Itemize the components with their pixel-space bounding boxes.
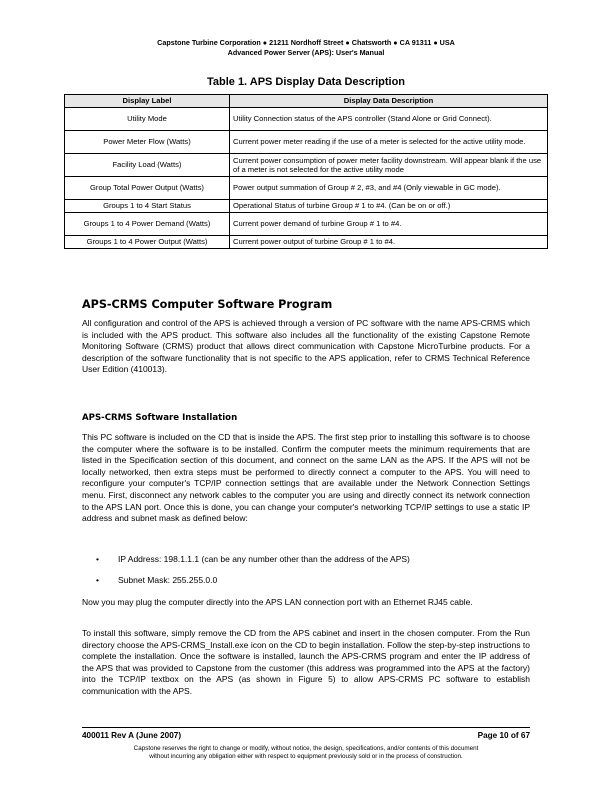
installation-paragraph-2-block [82, 597, 530, 609]
row-label: Groups 1 to 4 Power Demand (Watts) [65, 213, 230, 236]
header-company-line: Capstone Turbine Corporation ● 21211 Nordhoff Street ● Chatsworth ● CA 91311 ● USA [157, 38, 455, 47]
list-item-text: IP Address: 198.1.1.1 (can be any number other than the address of the APS) [118, 554, 410, 564]
row-label: Power Meter Flow (Watts) [65, 131, 230, 154]
list-item [82, 554, 530, 566]
table-title: Table 1. APS Display Data Description [206, 76, 406, 88]
row-label: Facility Load (Watts) [65, 154, 230, 177]
row-description: Operational Status of turbine Group # 1 to #4. (Can be on or off.) [230, 200, 548, 213]
subsection-heading: APS-CRMS Software Installation [82, 413, 238, 423]
section-software-program [82, 298, 530, 311]
section-heading: APS-CRMS Computer Software Program [82, 298, 333, 311]
page-number: Page 10 of 67 [477, 731, 530, 740]
header-manual-title: Advanced Power Server (APS): User's Manual [227, 48, 385, 57]
row-label: Group Total Power Output (Watts) [65, 177, 230, 200]
row-description: Current power consumption of power meter facility downstream. Will appear blank if the use of a meter is not selected for the active utility mode [230, 154, 548, 177]
footer-divider [82, 727, 530, 728]
ip-settings-list-block [82, 554, 530, 586]
list-item [82, 575, 530, 587]
installation-paragraph-2: Now you may plug the computer directly into the APS LAN connection port with an Ethernet RJ45 cable. [82, 597, 473, 607]
display-data-table [64, 94, 548, 249]
table-row [65, 213, 548, 236]
bullet-icon: • [96, 554, 99, 564]
table-row [65, 236, 548, 249]
document-revision: 400011 Rev A (June 2007) [82, 731, 182, 740]
subsection-installation [82, 413, 530, 423]
installation-paragraph-1: This PC software is included on the CD that is inside the APS. The first step prior to installing this software is to choose the computer where the software is to be installed. Confirm the computer meets the minimum requirements that are listed in the Specification section of this document, and connect on the same LAN as the APS. If the APS will not be locally networked, then extra steps must be performed to directly connect a computer to the APS. You will need to reconfigure your computer's TCP/IP connection settings that are available under the Network Connection Settings menu. First, disconnect any network cables to the computer you are using and directly connect its network connection to the APS LAN port. Once this is done, you can change your computer's networking TCP/IP settings to use a static IP address and subnet mask as defined below: [82, 432, 530, 524]
row-description: Current power meter reading if the use of a meter is selected for the active utility mode. [230, 131, 548, 154]
disclaimer-line-1: Capstone reserves the right to change or modify, without notice, the design, specifications, and/or contents of this document [133, 745, 479, 752]
table-row [65, 108, 548, 131]
column-header-description: Display Data Description [230, 95, 548, 108]
disclaimer-line-2: without incurring any obligation either with respect to equipment previously sold or in the process of construction. [149, 753, 463, 760]
table-header-row [65, 95, 548, 108]
row-description: Current power demand of turbine Group # 1 to #4. [230, 213, 548, 236]
table-row [65, 131, 548, 154]
row-description: Power output summation of Group # 2, #3, and #4 (Only viewable in GC mode). [230, 177, 548, 200]
table-row [65, 177, 548, 200]
section-intro [82, 318, 530, 376]
installation-paragraph-1-block [82, 432, 530, 525]
intro-paragraph: All configuration and control of the APS is achieved through a version of PC software with the name APS-CRMS which is included with the APS product. This software also includes all the functionality of the existing Capstone Remote Monitoring Software (CRMS) product that allows direct communication with Capstone MicroTurbine products. For a description of the software functionality that is not specific to the APS application, refer to CRMS Technical Reference User Edition (410013). [82, 318, 530, 375]
row-description: Utility Connection status of the APS controller (Stand Alone or Grid Connect). [230, 108, 548, 131]
table-row [65, 200, 548, 213]
row-label: Groups 1 to 4 Power Output (Watts) [65, 236, 230, 249]
table-row [65, 154, 548, 177]
installation-paragraph-3: To install this software, simply remove the CD from the APS cabinet and insert in the chosen computer. From the Run directory choose the APS-CRMS_Install.exe icon on the CD to begin installation. Follow the step-by-step instructions to complete the installation. Once the software is installed, launch the APS-CRMS program and enter the IP address of the APS that was provided to Capstone from the customer (this address was programmed into the APS at the factory) into the TCP/IP textbox on the APS (as shown in Figure 5) to allow APS-CRMS PC software to establish communication with the APS. [82, 628, 530, 696]
bullet-icon: • [96, 574, 99, 585]
installation-paragraph-3-block [82, 628, 530, 698]
list-item-text: Subnet Mask: 255.255.0.0 [118, 574, 218, 585]
row-label: Utility Mode [65, 108, 230, 131]
footer-disclaimer [82, 745, 530, 761]
page-header [0, 38, 612, 58]
column-header-label: Display Label [65, 95, 230, 108]
row-label: Groups 1 to 4 Start Status [65, 200, 230, 213]
ip-settings-list [82, 554, 530, 586]
row-description: Current power output of turbine Group # 1 to #4. [230, 236, 548, 249]
